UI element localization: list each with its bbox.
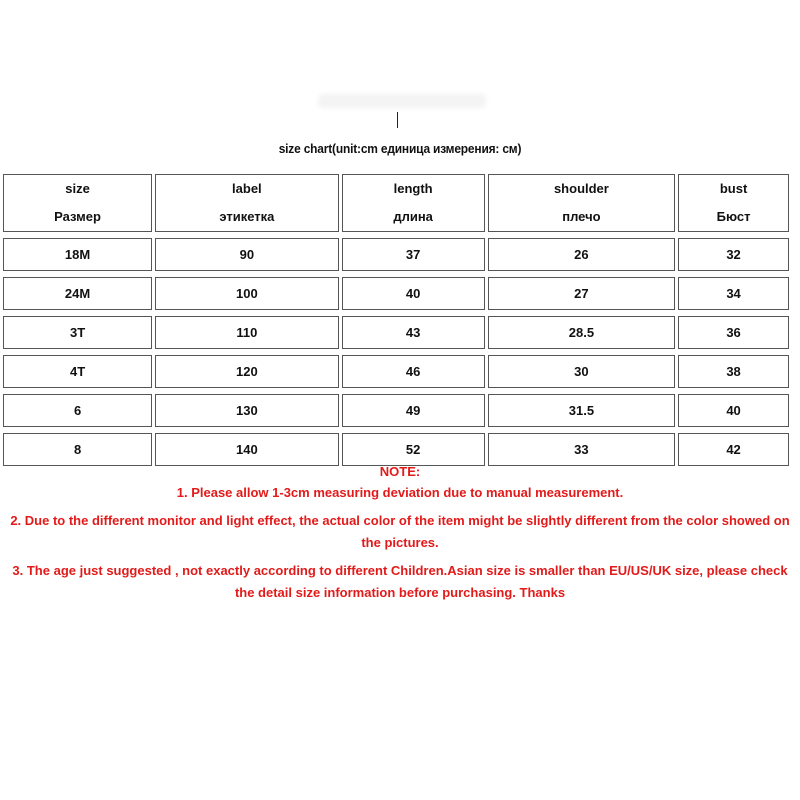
header-shoulder-ru: плечо <box>562 209 601 224</box>
header-size <box>3 174 152 232</box>
cell-size: 6 <box>3 394 152 427</box>
header-bust <box>678 174 789 232</box>
cell-size: 8 <box>3 433 152 466</box>
cell-shoulder: 31.5 <box>488 394 675 427</box>
header-length-en: length <box>393 181 433 196</box>
cell-bust: 42 <box>678 433 789 466</box>
table-row <box>3 316 789 349</box>
header-length <box>342 174 485 232</box>
size-chart-table <box>0 168 792 472</box>
cell-length: 40 <box>342 277 485 310</box>
cell-label: 90 <box>155 238 338 271</box>
text-cursor-mark <box>397 112 398 128</box>
cell-shoulder: 28.5 <box>488 316 675 349</box>
note-item-3: 3. The age just suggested , not exactly according to different Children.Asian size is smaller than EU/US/UK size, please check the detail size information before purchasing. Thanks <box>12 563 788 600</box>
cell-shoulder: 30 <box>488 355 675 388</box>
cell-length: 37 <box>342 238 485 271</box>
table-row <box>3 355 789 388</box>
header-bust-ru: Бюст <box>716 209 751 224</box>
cell-bust: 38 <box>678 355 789 388</box>
size-chart-title: size chart(unit:cm единица измерения: см) <box>278 141 522 156</box>
cell-label: 100 <box>155 277 338 310</box>
table-row <box>3 277 789 310</box>
header-label-ru: этикетка <box>219 209 275 224</box>
cell-label: 140 <box>155 433 338 466</box>
cell-bust: 40 <box>678 394 789 427</box>
cell-bust: 34 <box>678 277 789 310</box>
cell-label: 120 <box>155 355 338 388</box>
header-shoulder-en: shoulder <box>553 181 609 196</box>
cell-size: 18M <box>3 238 152 271</box>
header-size-en: size <box>65 181 90 196</box>
cell-size: 3T <box>3 316 152 349</box>
note-item-2: 2. Due to the different monitor and light effect, the actual color of the item might be slightly different from the color showed on the pictures. <box>10 513 790 550</box>
cell-length: 52 <box>342 433 485 466</box>
cell-size: 24M <box>3 277 152 310</box>
cell-label: 110 <box>155 316 338 349</box>
cell-length: 43 <box>342 316 485 349</box>
cell-shoulder: 33 <box>488 433 675 466</box>
note-item-1: 1. Please allow 1-3cm measuring deviation due to manual measurement. <box>176 485 624 500</box>
header-size-ru: Размер <box>54 209 101 224</box>
header-shoulder <box>488 174 675 232</box>
cell-size: 4T <box>3 355 152 388</box>
cell-label: 130 <box>155 394 338 427</box>
cell-shoulder: 26 <box>488 238 675 271</box>
cell-bust: 36 <box>678 316 789 349</box>
cell-length: 46 <box>342 355 485 388</box>
table-row <box>3 394 789 427</box>
header-label <box>155 174 338 232</box>
notes-section <box>0 462 800 604</box>
table-row <box>3 238 789 271</box>
note-heading: NOTE: <box>379 464 421 479</box>
header-bust-en: bust <box>719 181 748 196</box>
cell-shoulder: 27 <box>488 277 675 310</box>
cell-length: 49 <box>342 394 485 427</box>
header-label-en: label <box>232 181 262 196</box>
header-length-ru: длина <box>393 209 433 224</box>
table-header-row <box>3 174 789 232</box>
top-smudge <box>318 94 486 108</box>
cell-bust: 32 <box>678 238 789 271</box>
